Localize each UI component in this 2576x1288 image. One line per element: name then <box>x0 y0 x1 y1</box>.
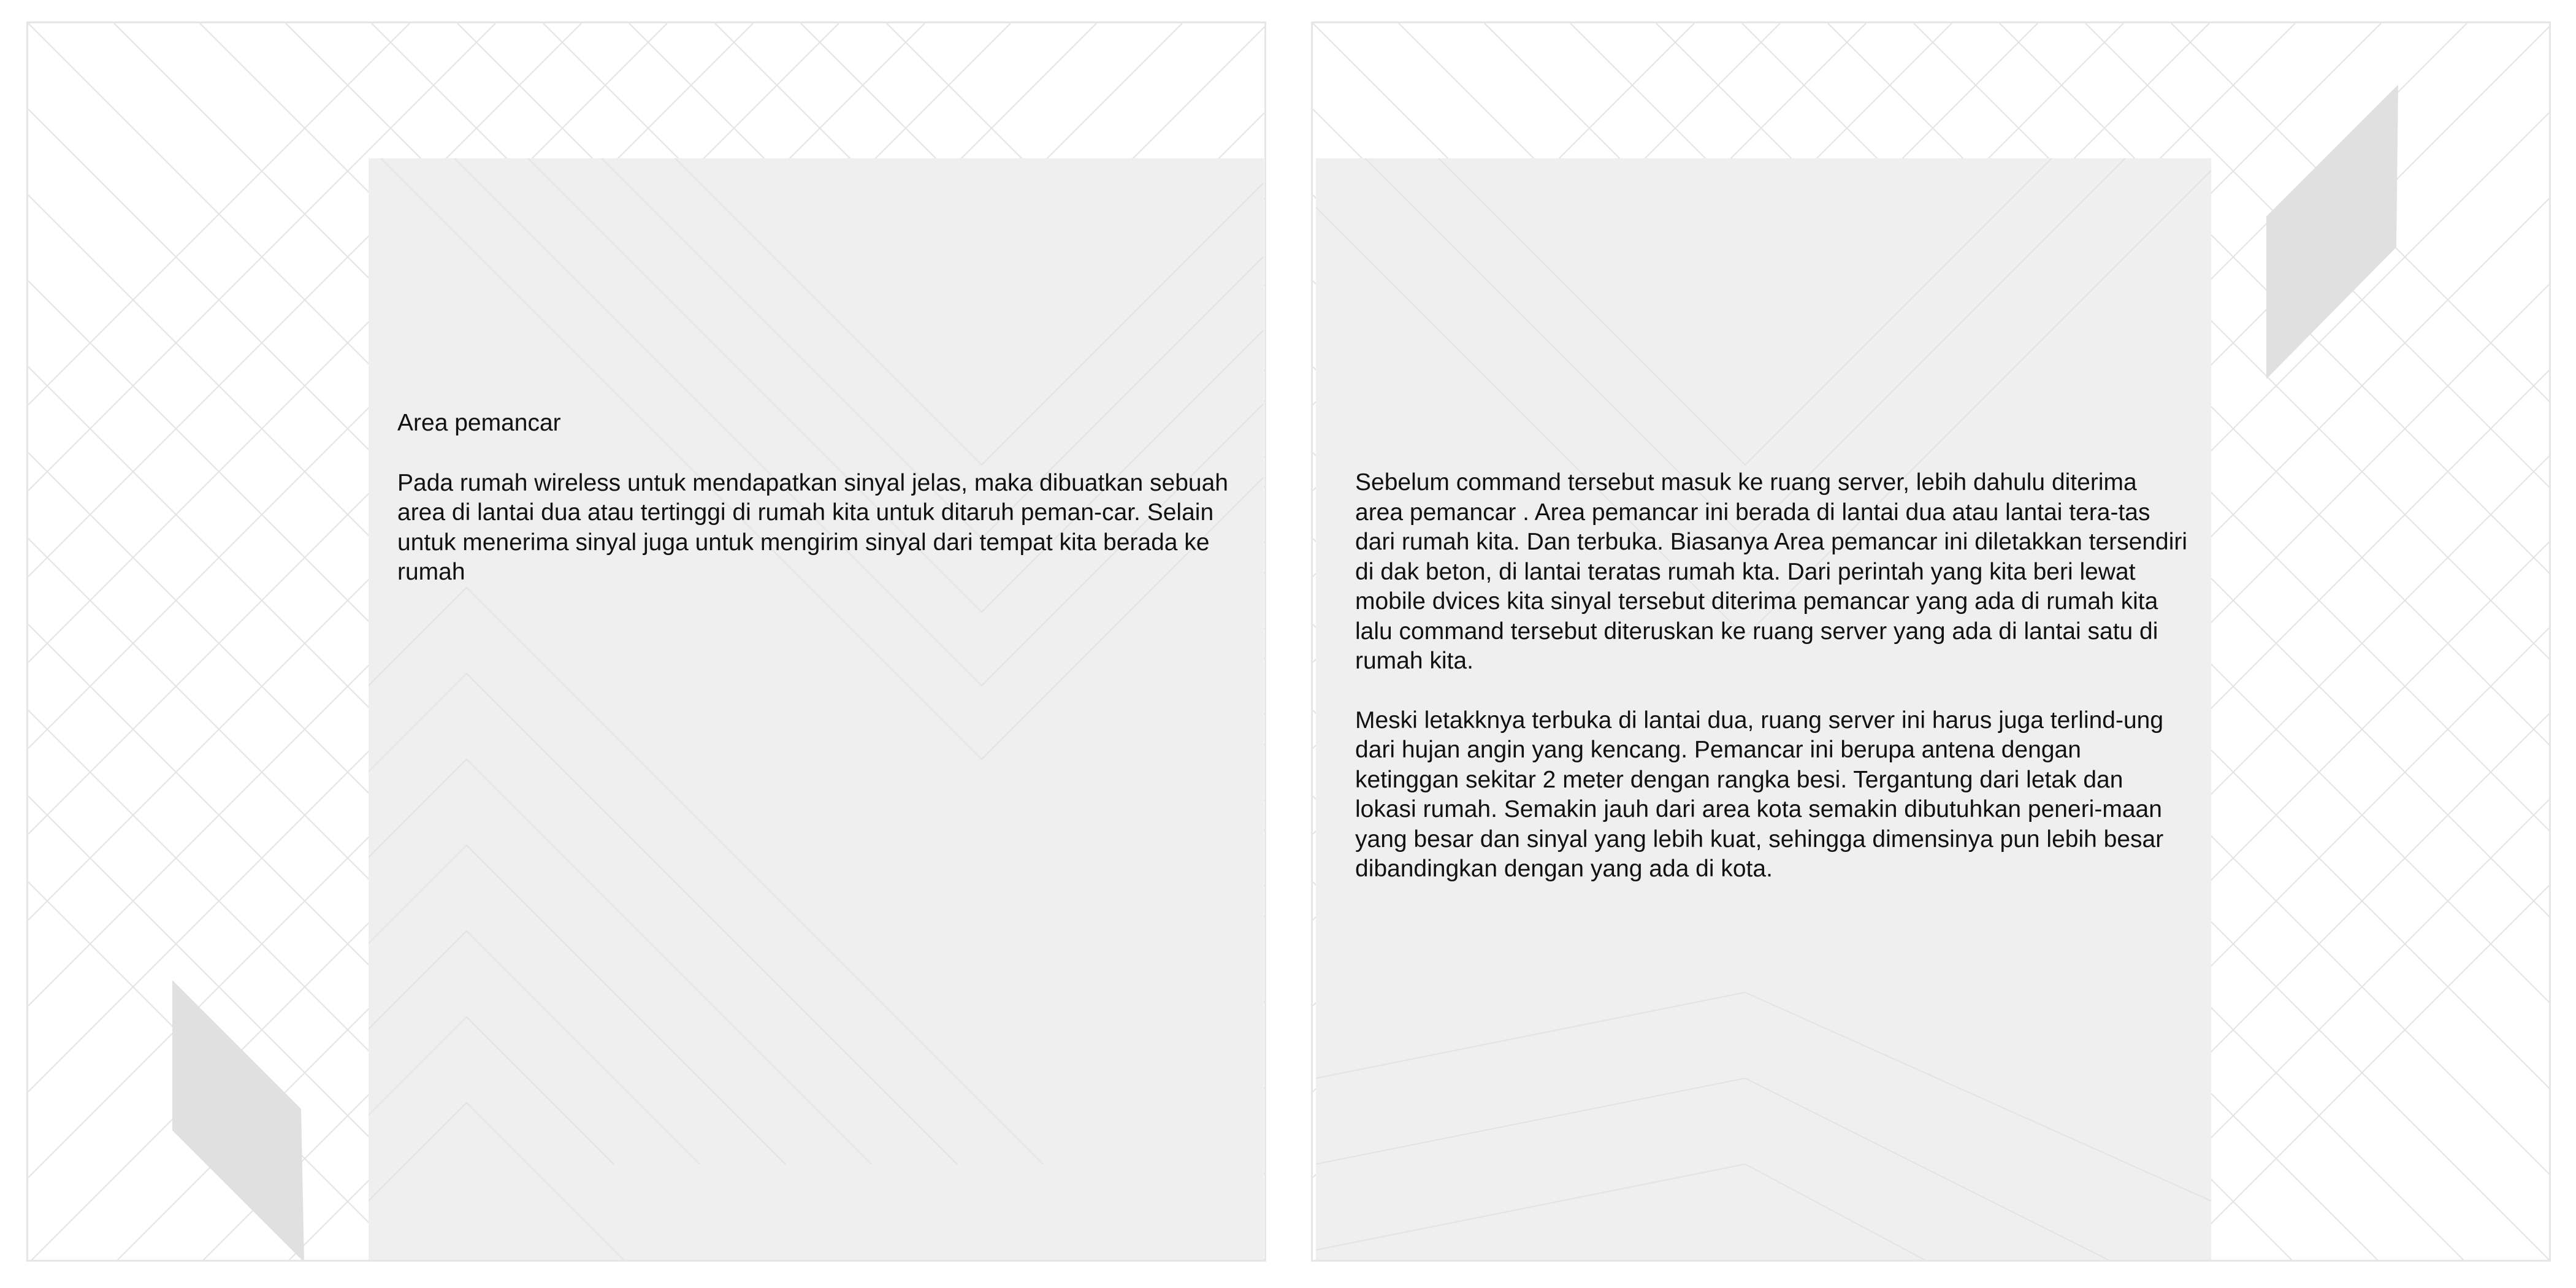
paragraph: Sebelum command tersebut masuk ke ruang server, lebih dahulu diterima area pemancar . Area pemancar ini berada di lantai dua atau lantai tera-tas dari rumah kita. Dan terbuka. Biasanya Area pemancar ini diletakkan tersendiri di dak beton, di lantai teratas rumah kta. Dari perintah yang kita beri lewat mobile dvices kita sinyal tersebut diterima pemancar yang ada di rumah kita lalu command tersebut diteruskan ke ruang server yang ada di lantai satu di rumah kita. <box>1355 469 2188 674</box>
section-heading: Area pemancar <box>397 410 561 436</box>
decorative-parallelogram <box>2266 85 2407 391</box>
decorative-parallelogram <box>172 980 313 1262</box>
paragraph: Pada rumah wireless untuk mendapatkan sinyal jelas, maka dibuatkan sebuah area di lantai dua atau tertinggi di rumah kita untuk ditaruh peman-car. Selain untuk menerima sinyal juga untuk mengirim sinyal dari tempat kita berada ke rumah <box>397 469 1228 585</box>
paragraph: Meski letakknya terbuka di lantai dua, ruang server ini harus juga terlind-ung dari hujan angin yang kencang. Pemancar ini berupa antena dengan ketinggan sekitar 2 meter dengan rangka besi. Tergantung dari letak dan lokasi rumah. Semakin jauh dari area kota semakin dibutuhkan peneri-maan yang besar dan sinyal yang lebih kuat, sehingga dimensinya pun lebih besar dibandingkan dengan yang ada di kota. <box>1355 707 2164 882</box>
panel-chevron-pattern <box>369 158 1264 1262</box>
right-text-block <box>1355 468 2189 914</box>
left-text-block <box>397 408 1253 617</box>
right-page <box>1311 21 2551 1262</box>
text-panel <box>369 158 1264 1262</box>
left-page <box>26 21 1266 1262</box>
